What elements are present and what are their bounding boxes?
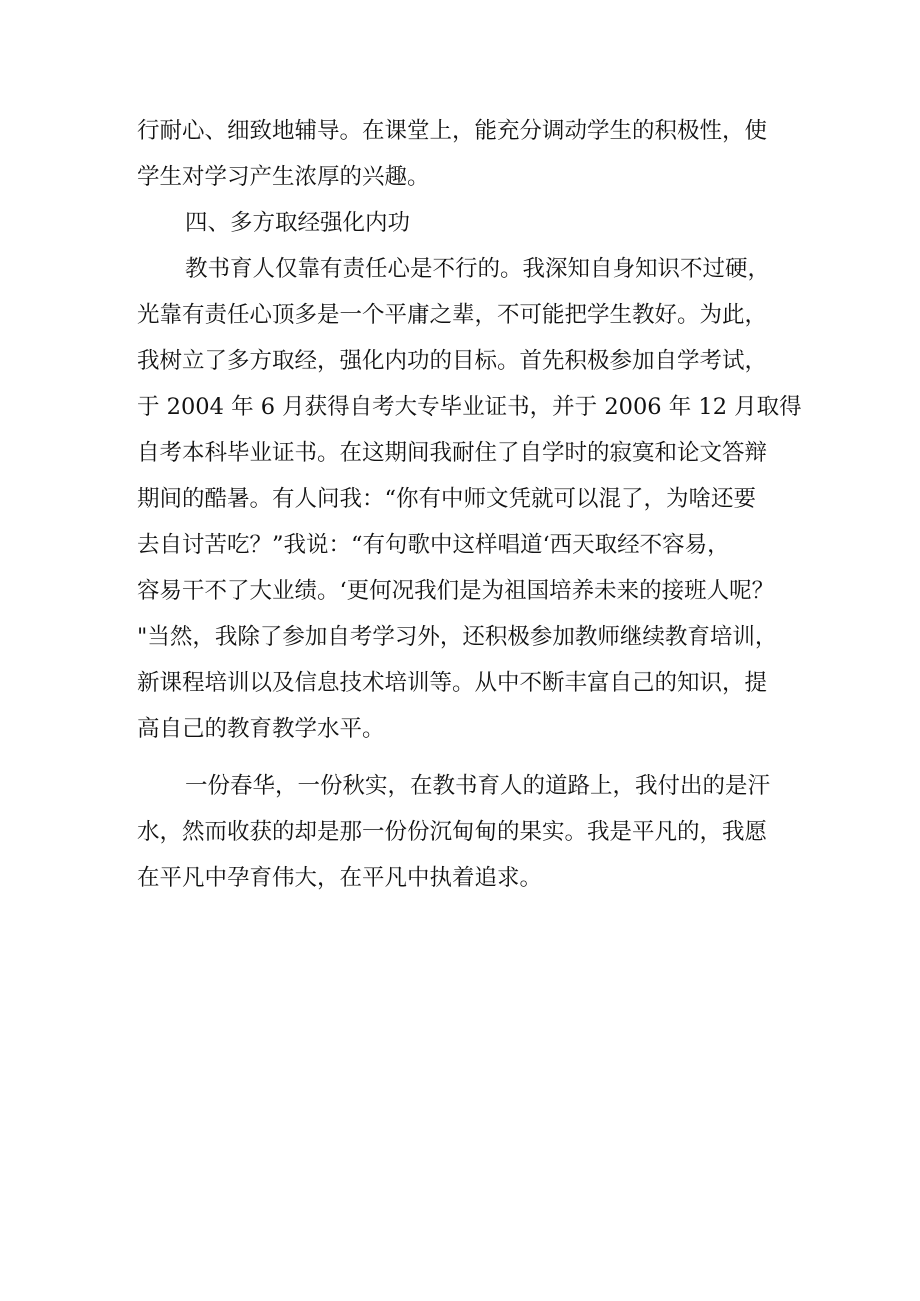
document-body (137, 108, 802, 901)
paragraph-line: 教书育人仅靠有责任心是不行的。我深知自身知识不过硬， (185, 256, 771, 282)
paragraph-line: 容易干不了大业绩。‘更何况我们是为祖国培养未来的接班人呢？ (137, 578, 775, 604)
paragraph-line: 我树立了多方取经，强化内功的目标。首先积极参加自学考试， (137, 348, 768, 374)
paragraph-line: 光靠有责任心顶多是一个平庸之辈，不可能把学生教好。为此， (137, 302, 768, 328)
paragraph-line: 水，然而收获的却是那一份份沉甸甸的果实。我是平凡的，我愿 (137, 819, 768, 845)
paragraph-line: 行耐心、细致地辅导。在课堂上，能充分调动学生的积极性，使 (137, 118, 768, 144)
paragraph-line: 高自己的教育教学水平。 (137, 716, 385, 742)
paragraph-line: 期间的酷暑。有人问我：“你有中师文凭就可以混了，为啥还要 (137, 486, 757, 512)
paragraph-line: 一份春华，一份秋实，在教书育人的道路上，我付出的是汗 (185, 773, 771, 799)
paragraph-line: 在平凡中孕育伟大，在平凡中执着追求。 (137, 865, 543, 891)
section-heading: 四、多方取经强化内功 (185, 210, 411, 236)
paragraph-line: 自考本科毕业证书。在这期间我耐住了自学时的寂寞和论文答辩 (137, 440, 768, 466)
paragraph-line: 去自讨苦吃？”我说：“有句歌中这样唱道‘西天取经不容易， (137, 532, 730, 558)
paragraph-line: 于 2004 年 6 月获得自考大专毕业证书，并于 2006 年 12 月取得 (137, 394, 802, 420)
paragraph-line: 学生对学习产生浓厚的兴趣。 (137, 164, 430, 190)
paragraph-line: 新课程培训以及信息技术培训等。从中不断丰富自己的知识，提 (137, 670, 768, 696)
paragraph-line: "当然，我除了参加自考学习外，还积极参加教师继续教育培训， (137, 624, 778, 650)
